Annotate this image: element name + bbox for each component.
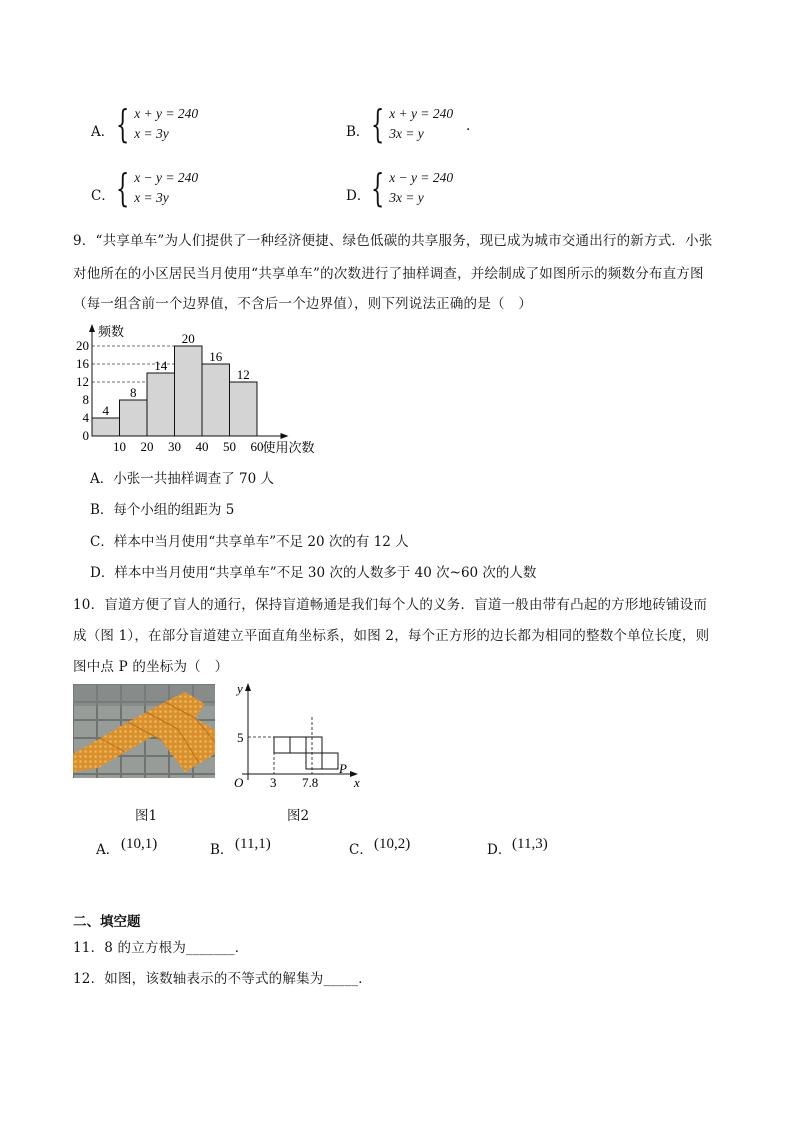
fig2-y-label: y <box>237 681 243 696</box>
q9-choice-d: D．样本中当月使用“共享单车”不足 30 次的人数多于 40 次~60 次的人数 <box>90 565 537 581</box>
q8-option-b-system <box>371 104 453 144</box>
q9-choice-b: B．每个小组的组距为 5 <box>90 502 235 518</box>
brace-icon: { <box>116 166 130 210</box>
q10-choice-b-label: B． <box>210 842 234 858</box>
bar-value-label: 12 <box>236 367 250 382</box>
q8-option-d-system <box>371 168 453 208</box>
y-tick-label: 16 <box>76 356 89 371</box>
section-title: 二、填空题 <box>73 914 141 930</box>
y-tick-label: 0 <box>82 428 89 443</box>
q8-option-c-eq1: x − y = 240 <box>134 170 199 185</box>
q10-choice-a-value: (10,1) <box>121 836 158 852</box>
q10-stem-line3: 图中点 P 的坐标为（ ） <box>73 659 229 675</box>
q10-choice-a-label: A． <box>96 842 120 858</box>
q10-choice-d-label: D． <box>487 842 512 858</box>
q8-option-b-tail: . <box>466 118 471 134</box>
q10-coordinate-figure <box>228 680 368 792</box>
y-tick-label: 8 <box>82 392 89 407</box>
histogram-bar <box>230 382 258 436</box>
fig2-point-p: P <box>339 761 347 776</box>
histogram-bar <box>120 400 148 436</box>
q10-choice-d-value: (11,3) <box>512 836 548 852</box>
histogram-bar <box>202 364 230 436</box>
y-axis-arrow-icon <box>245 683 251 691</box>
y-axis-title: 频数 <box>98 324 125 339</box>
fig2-x-label: x <box>354 775 360 790</box>
q12-stem: 12．如图，该数轴表示的不等式的解集为_____． <box>73 971 372 987</box>
q10-choice-c-value: (10,2) <box>374 836 411 852</box>
q8-option-c-eq2: x = 3y <box>134 190 169 205</box>
q8-option-b-eq1: x + y = 240 <box>389 106 454 121</box>
x-tick-label: 50 <box>223 439 236 454</box>
bar-value-label: 14 <box>154 358 168 373</box>
q8-option-d-eq1: x − y = 240 <box>389 170 454 185</box>
x-tick-label: 40 <box>195 439 209 454</box>
q9-stem-line1: 9．“共享单车”为人们提供了一种经济便捷、绿色低碳的共享服务，现已成为城市交通出行的新方式．小张 <box>73 233 713 249</box>
q8-option-c-system <box>116 168 198 208</box>
q8-option-c-label: C． <box>91 188 115 204</box>
q8-option-a-eq1: x + y = 240 <box>134 106 199 121</box>
fig1-caption: 图1 <box>135 808 158 824</box>
bar-value-label: 4 <box>102 403 109 418</box>
q10-stem-line2: 成（图 1），在部分盲道建立平面直角坐标系，如图 2，每个正方形的边长都为相同的整数个单位长度，则 <box>73 628 710 644</box>
q8-option-a-system <box>116 104 198 144</box>
q8-option-b-eq2: 3x = y <box>389 126 424 141</box>
q11-stem: 11．8 的立方根为_______． <box>73 940 249 956</box>
bar-value-label: 8 <box>130 385 137 400</box>
fig2-caption: 图2 <box>287 808 310 824</box>
x-axis-title: 使用次数 <box>262 440 315 455</box>
histogram-bar <box>175 346 203 436</box>
brace-icon: { <box>116 102 130 146</box>
fig2-origin-label: O <box>234 775 244 790</box>
x-axis-arrow-icon <box>281 433 289 439</box>
q9-stem-line3: （每一组含前一个边界值，不含后一个边界值），则下列说法正确的是（ ） <box>73 296 533 312</box>
grid-squares <box>274 737 338 769</box>
fig2-y-mark: 5 <box>237 730 244 745</box>
histogram-bar <box>92 418 120 436</box>
q9-stem-line2: 对他所在的小区居民当月使用“共享单车”的次数进行了抽样调查，并绘制成了如图所示的频数分布直方图 <box>73 266 704 282</box>
tactile-paving-photo <box>73 684 215 778</box>
q8-option-d-label: D． <box>346 188 371 204</box>
q10-choice-b-value: (11,1) <box>235 836 271 852</box>
q10-stem-line1: 10．盲道方便了盲人的通行，保持盲道畅通是我们每个人的义务．盲道一般由带有凸起的方形地砖铺设而 <box>73 597 708 613</box>
q9-choice-a: A．小张一共抽样调查了 70 人 <box>90 471 275 487</box>
x-tick-label: 30 <box>168 439 181 454</box>
y-tick-label: 20 <box>76 338 89 353</box>
histogram-bar <box>147 373 175 436</box>
q8-option-a-label: A． <box>91 124 115 140</box>
fig2-x-mark-78: 7.8 <box>302 775 319 790</box>
bar-value-label: 20 <box>181 331 195 346</box>
brace-icon: { <box>371 102 385 146</box>
q8-option-b-label: B． <box>346 124 370 140</box>
y-axis-arrow-icon <box>89 324 95 332</box>
q10-choice-c-label: C． <box>349 842 373 858</box>
brace-icon: { <box>371 166 385 210</box>
x-tick-label: 60 <box>250 439 264 454</box>
fig2-x-mark-3: 3 <box>270 775 277 790</box>
q8-option-a-eq2: x = 3y <box>134 126 169 141</box>
q8-option-d-eq2: 3x = y <box>389 190 424 205</box>
x-tick-label: 10 <box>113 439 126 454</box>
q9-choice-c: C．样本中当月使用“共享单车”不足 20 次的有 12 人 <box>90 534 409 550</box>
bar-value-label: 16 <box>209 349 223 364</box>
q9-histogram <box>70 316 340 458</box>
y-tick-label: 4 <box>82 410 89 425</box>
y-tick-label: 12 <box>76 374 89 389</box>
x-tick-label: 20 <box>140 439 154 454</box>
